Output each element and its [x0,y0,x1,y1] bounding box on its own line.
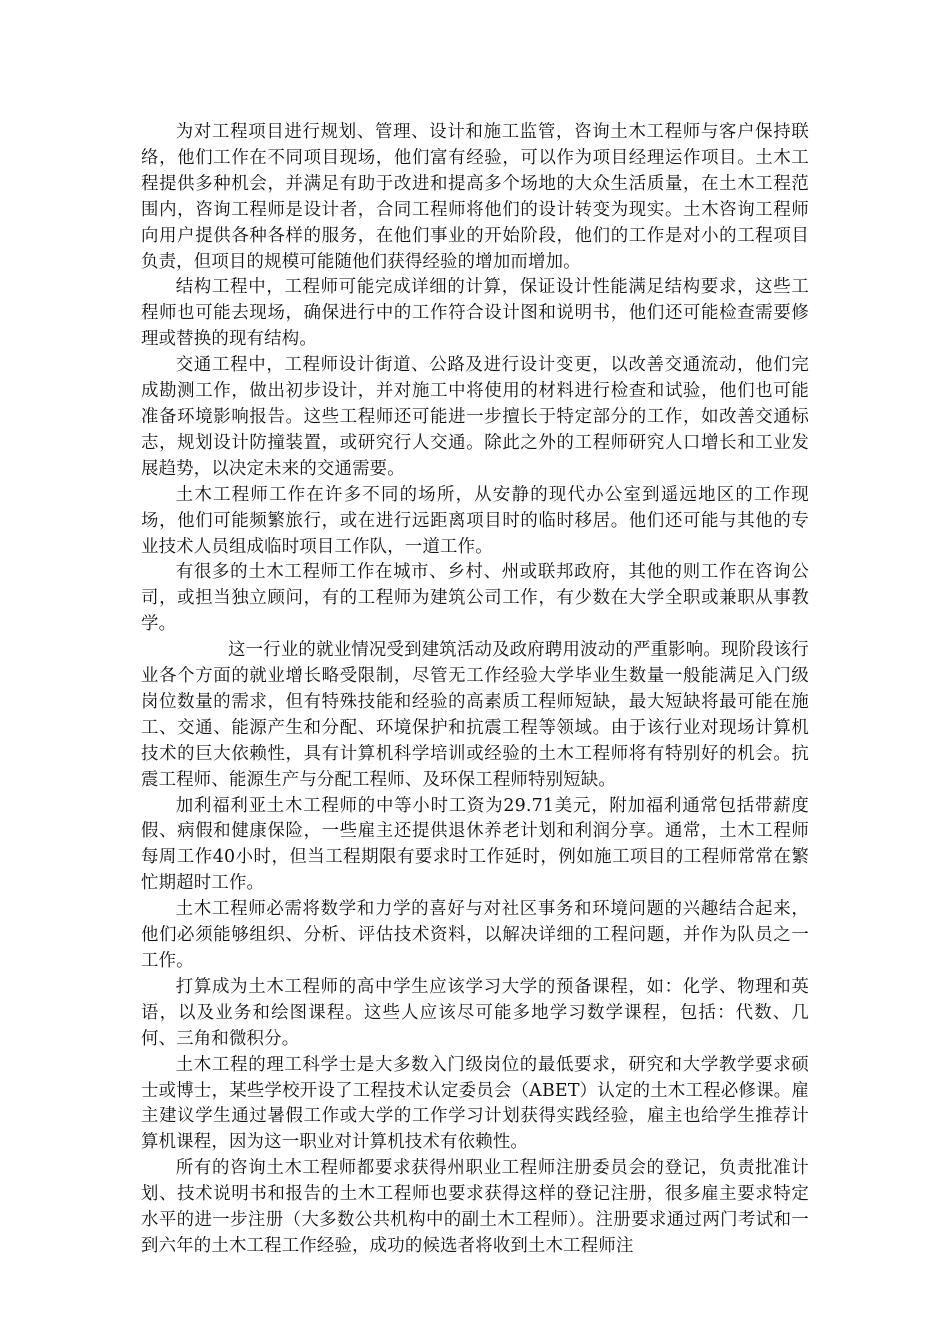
paragraph-high-school-preparation: 打算成为土木工程师的高中学生应该学习大学的预备课程，如：化学、物理和英语，以及业务和绘图课程。这些人应该尽可能多地学习数学课程，包括：代数、几何、三角和微积分。 [141,976,809,1049]
paragraph-employment-outlook: 这一行业的就业情况受到建筑活动及政府聘用波动的严重影响。现阶段该行业各个方面的就业增长略受限制，尽管无工作经验大学毕业生数量一般能满足入门级岗位数量的需求，但有特殊技能和经验的高素质工程师短缺，最大短缺将最可能在施工、交通、能源产生和分配、环境保护和抗震工程等领域。由于该行业对现场计算机技术的巨大依赖性，具有计算机科学培训或经验的土木工程师将有特别好的机会。抗震工程师、能源生产与分配工程师、及环保工程师特别短缺。 [141,640,809,790]
paragraph-employers: 有很多的土木工程师工作在城市、乡村、州或联邦政府，其他的则工作在咨询公司，或担当独立顾问，有的工程师为建筑公司工作，有少数在大学全职或兼职从事教学。 [141,562,809,635]
paragraph-work-environment: 土木工程师工作在许多不同的场所，从安静的现代办公室到遥远地区的工作现场，他们可能频繁旅行，或在进行远距离项目时的临时移居。他们还可能与其他的专业技术人员组成临时项目工作队，一道工作。 [141,484,809,557]
paragraph-registration: 所有的咨询土木工程师都要求获得州职业工程师注册委员会的登记，负责批准计划、技术说明书和报告的土木工程师也要求获得这样的登记注册，很多雇主要求特定水平的进一步注册（大多数公共机构中的副土木工程师）。注册要求通过两门考试和一到六年的土木工程工作经验，成功的候选者将收到土木工程师注 [141,1158,809,1256]
paragraph-consulting-engineers: 为对工程项目进行规划、管理、设计和施工监管，咨询土木工程师与客户保持联络，他们工作在不同项目现场，他们富有经验，可以作为项目经理运作项目。土木工程提供多种机会，并满足有助于改进和提高多个场地的大众生活质量，在土木工程范围内，咨询工程师是设计者，合同工程师将他们的设计转变为现实。土木咨询工程师向用户提供各种各样的服务，在他们事业的开始阶段，他们的工作是对小的工程项目负责，但项目的规模可能随他们获得经验的增加而增加。 [141,122,809,272]
paragraph-aptitudes: 土木工程师必需将数学和力学的喜好与对社区事务和环境问题的兴趣结合起来，他们必须能够组织、分析、评估技术资料，以解决详细的工程问题，并作为队员之一工作。 [141,899,809,971]
paragraph-wages: 加利福利亚土木工程师的中等小时工资为29.71美元，附加福利通常包括带薪度假、病假和健康保险，一些雇主还提供退休养老计划和利润分享。通常，土木工程师每周工作40小时，但当工程期限有要求时工作延时，例如施工项目的工程师常常在繁忙期超时工作。 [141,795,809,894]
paragraph-structural-engineering: 结构工程中，工程师可能完成详细的计算，保证设计性能满足结构要求，这些工程师也可能去现场，确保进行中的工作符合设计图和说明书，他们还可能检查需要修理或替换的现有结构。 [141,277,809,350]
paragraph-transportation-engineering: 交通工程中，工程师设计街道、公路及进行设计变更，以改善交通流动，他们完成勘测工作，做出初步设计，并对施工中将使用的材料进行检查和试验，他们也可能准备环境影响报告。这些工程师还可能进一步擅长于特定部分的工作，如改善交通标志，规划设计防撞装置，或研究行人交通。除此之外的工程师研究人口增长和工业发展趋势，以决定未来的交通需要。 [141,355,809,479]
document-body [141,120,809,1260]
paragraph-education-requirements: 土木工程的理工科学士是大多数入门级岗位的最低要求，研究和大学教学要求硕士或博士，某些学校开设了工程技术认定委员会（ABET）认定的土木工程必修课。雇主建议学生通过暑假工作或大学的工作学习计划获得实践经验，雇主也给学生推荐计算机课程，因为这一职业对计算机技术有依赖性。 [141,1054,809,1153]
